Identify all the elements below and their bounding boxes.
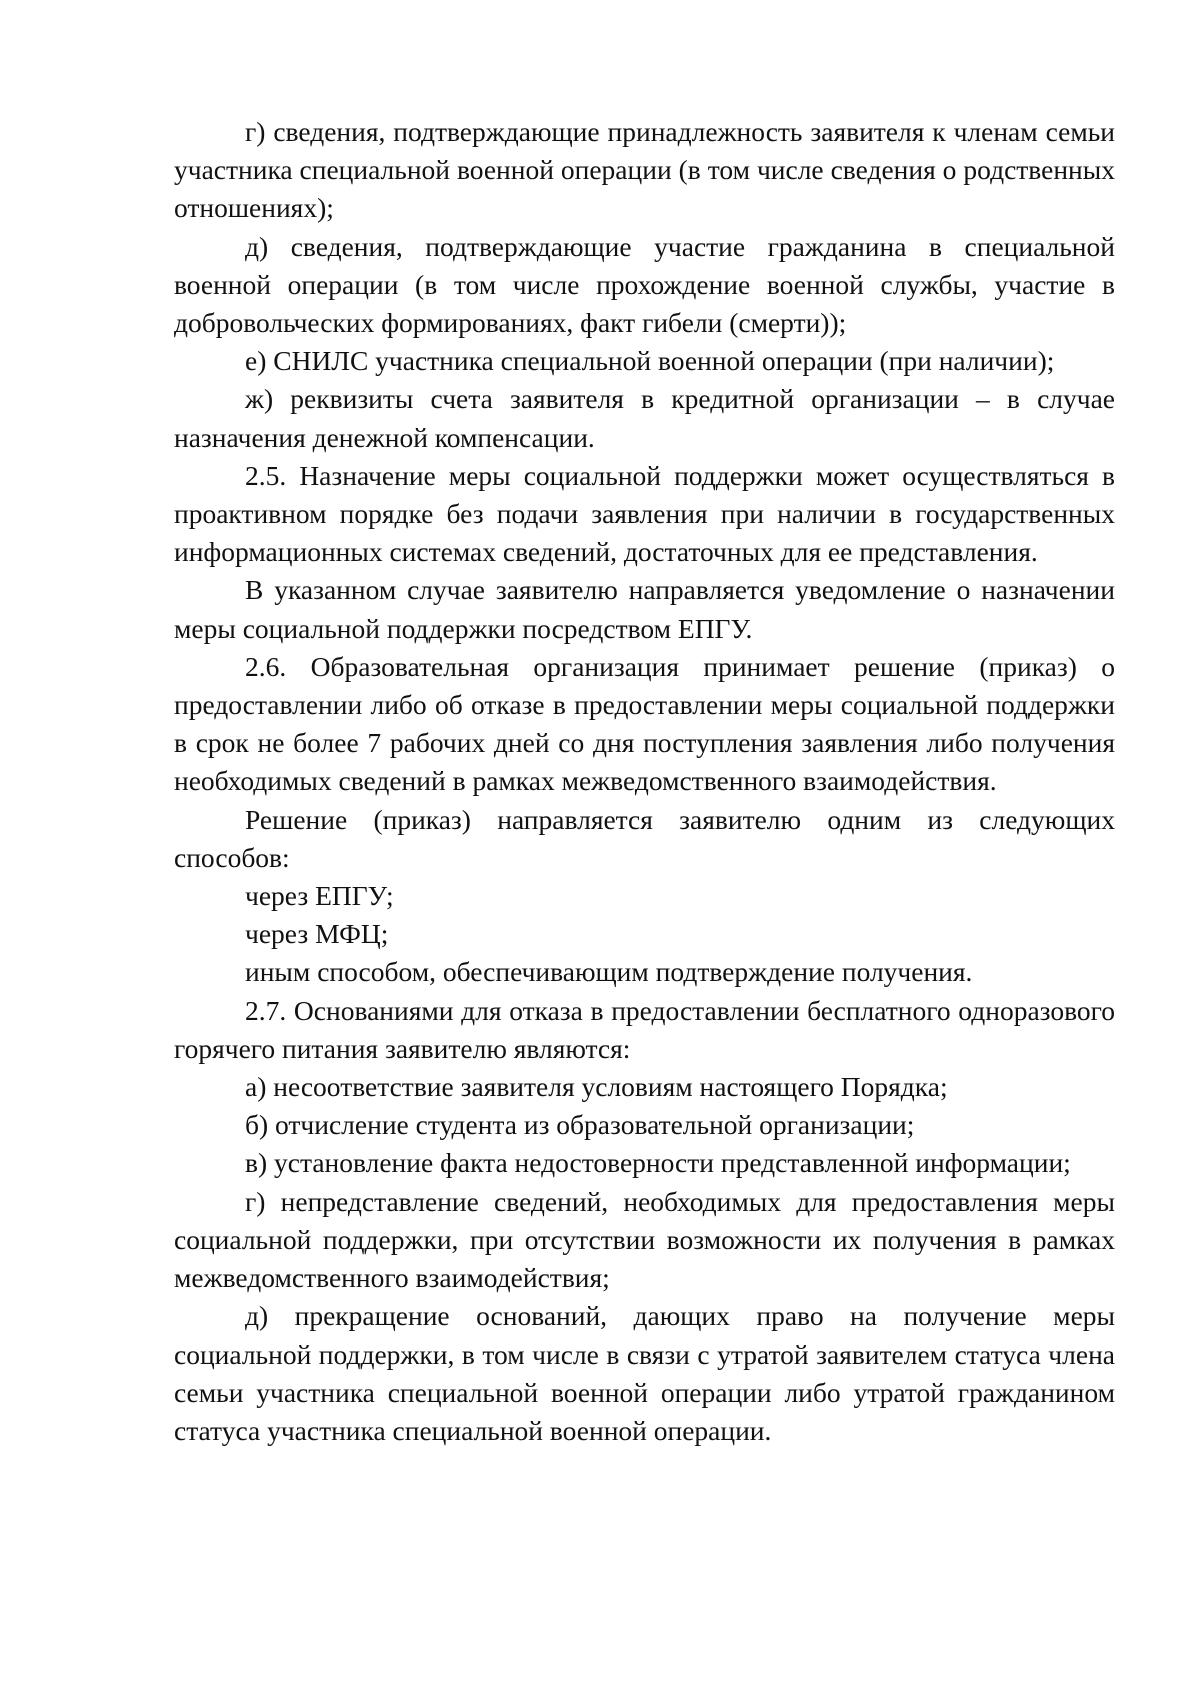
paragraph-2-5: 2.5. Назначение меры социальной поддержки может осуществляться в проактивном порядке без подачи заявления при наличии в государственных информационных системах сведений, достаточных для ее представления. [174,459,1115,568]
paragraph-v-inaccuracy: в) установление факта недостоверности представленной информации; [245,1147,1071,1179]
paragraph-2-7: 2.7. Основаниями для отказа в предоставлении бесплатного одноразового горячего питания заявителю являются: [174,994,1115,1064]
paragraph-a-nonconformity: а) несоответствие заявителя условиям настоящего Порядка; [245,1071,948,1103]
list-item-mfc: через МФЦ; [245,918,389,950]
paragraph-b-expulsion: б) отчисление студента из образовательной организации; [245,1109,915,1141]
paragraph-d-termination: д) прекращение оснований, дающих право на получение меры социальной поддержки, в том числе в связи с утратой заявителем статуса члена семьи участника специальной военной операции либо утратой гражданином статуса участника специальной военной операции. [174,1300,1115,1446]
paragraph-g-family-info: г) сведения, подтверждающие принадлежность заявителя к членам семьи участника специальной военной операции (в том числе сведения о родственных отношениях); [174,116,1115,224]
list-item-epgu: через ЕПГУ; [245,880,394,912]
document-body [174,113,1115,1450]
paragraph-zh-bank-details: ж) реквизиты счета заявителя в кредитной организации – в случае назначения денежной компенсации. [174,383,1115,453]
paragraph-d-participation-info: д) сведения, подтверждающие участие гражданина в специальной военной операции (в том числе прохождение военной службы, участие в добровольческих формированиях, факт гибели (смерти)); [174,230,1115,339]
list-item-other-method: иным способом, обеспечивающим подтверждение получения. [245,956,973,988]
paragraph-2-6: 2.6. Образовательная организация принимает решение (приказ) о предоставлении либо об отказе в предоставлении меры социальной поддержки в срок не более 7 рабочих дней со дня поступления заявления либо получения необходимых сведений в рамках межведомственного взаимодействия. [174,650,1115,797]
paragraph-g-nonsubmission: г) непредставление сведений, необходимых для предоставления меры социальной поддержки, при отсутствии возможности их получения в рамках межведомственного взаимодействия; [174,1185,1115,1294]
paragraph-e-snils: е) СНИЛС участника специальной военной операции (при наличии); [245,345,1055,377]
paragraph-2-6-decision-methods: Решение (приказ) направляется заявителю одним из следующих способов: [174,803,1115,873]
paragraph-2-5-notification: В указанном случае заявителю направляется уведомление о назначении меры социальной поддержки посредством ЕПГУ. [174,574,1115,644]
